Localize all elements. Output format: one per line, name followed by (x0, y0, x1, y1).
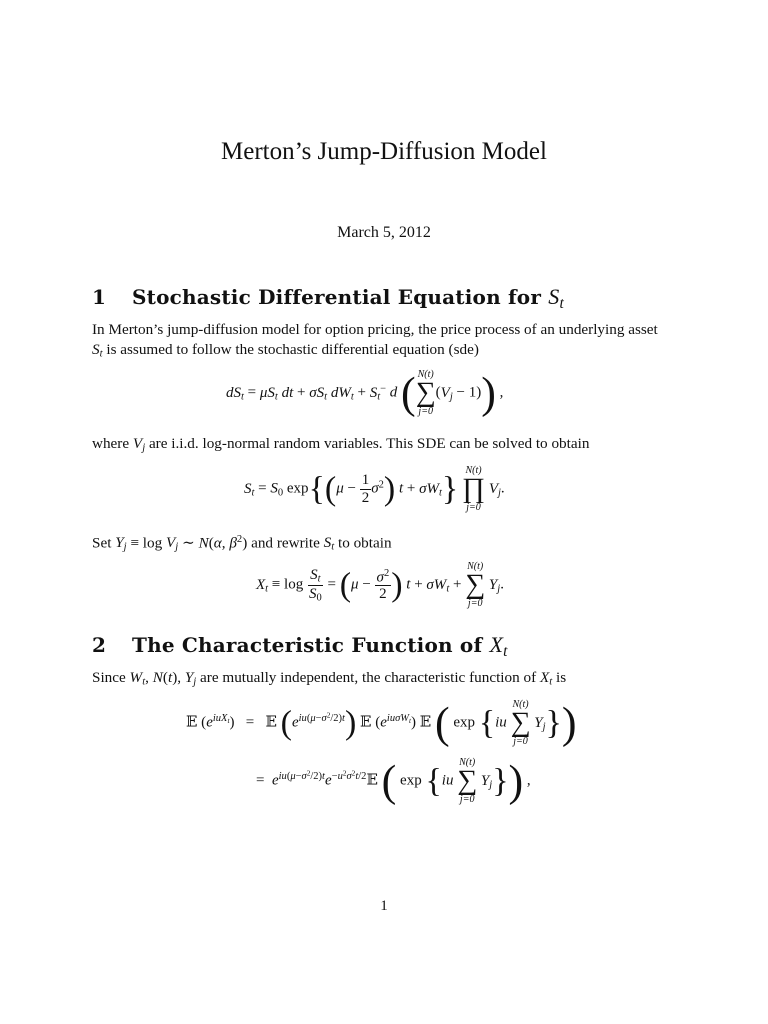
section-2-title: The Characteristic Function of (132, 633, 483, 657)
equation-sde: $dS_t = \mu S_t$ dt + $\sigma S_t$ $dW_t + S_t^-$ d ( N(t) ∑ j=0 $(V_j - 1)$) , (226, 368, 504, 418)
section-2-math: $X_t$ (489, 632, 508, 660)
section-1-title: Stochastic Differential Equation for (132, 285, 542, 309)
section-1-math: $S_t$ (548, 284, 564, 312)
equation-char-fn-line-1: 𝔼 $(e^{iuX_t})$ = 𝔼 $(e^{iu(\mu-\sigma^2/2)t})$ 𝔼 $(e^{iu\sigma W_t})$ 𝔼 ( exp {iu N(t) ∑ j=0 $Y_j$}) (186, 698, 577, 748)
section-2-heading (92, 632, 508, 661)
paragraph-1: In Merton’s jump-diffusion model for option pricing, the price process of an underlying asset $S_t$ is assumed to follow the stochastic differential equation (sde) (92, 321, 658, 360)
paragraph-2: where $V_j$ are i.i.d. log-normal random variables. This SDE can be solved to obtain (92, 435, 590, 454)
paragraph-4: Since $W_t$, N(t), $Y_j$ are mutually independent, the characteristic function of $X_t$ is (92, 669, 567, 688)
equation-log-return: $X_t \equiv \log$ $\frac{S_t}{S_0}$ = (μ − $\frac{\sigma^2}{2}$ ) $t + \sigma W_t$ + N(t) ∑ j=0 $Y_j$. (256, 561, 504, 609)
paragraph-1-line-2: is assumed to follow the stochastic differential equation (sde) (106, 341, 479, 358)
section-1-number: 1 (92, 285, 107, 309)
paragraph-1-line-1: In Merton’s jump-diffusion model for option pricing, the price process of an underlying asset (92, 321, 658, 338)
section-2-number: 2 (92, 633, 107, 657)
equation-solution: $S_t = S_0$ exp{(μ − $\frac{1}{2}$ $\sigma^2$) $t + \sigma W_t$} N(t) ∏ j=0 $V_j$. (244, 465, 505, 513)
equation-char-fn-line-2: = $e^{iu(\mu-\sigma^2/2)t}e^{-u^2\sigma^2t/2}𝔼$ ( exp {iu N(t) ∑ j=0 $Y_j$}) , (256, 756, 531, 806)
document-title: Merton’s Jump-Diffusion Model (221, 138, 547, 165)
paragraph-3: Set $Y_j \equiv \log V_j$ ∼ N(α, $\beta^2$) and rewrite $S_t$ to obtain (92, 534, 392, 553)
section-1-heading (92, 284, 564, 313)
document-date: March 5, 2012 (337, 224, 431, 241)
page-number: 1 (380, 898, 388, 914)
